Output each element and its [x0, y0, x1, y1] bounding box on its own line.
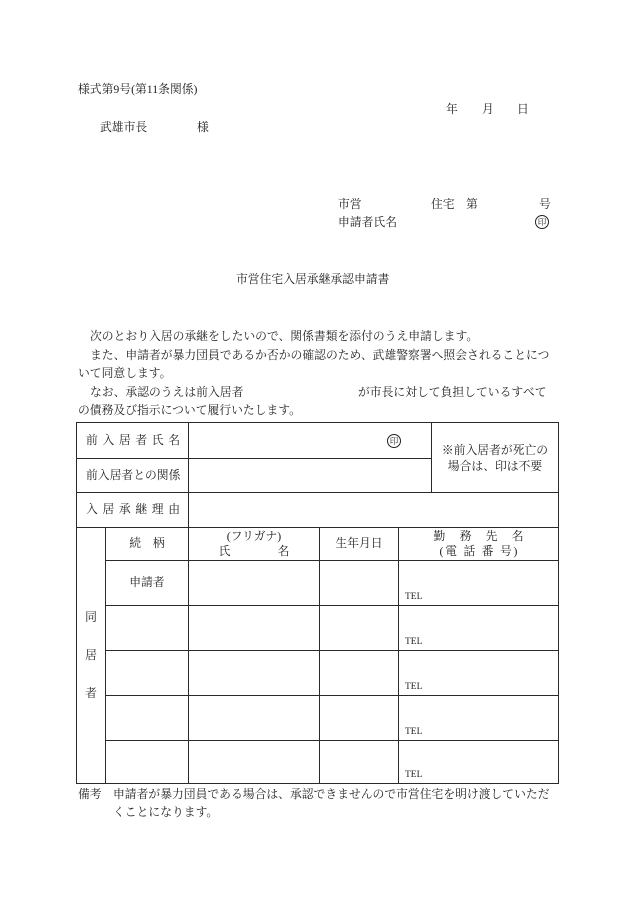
date-year-label: 年 — [446, 102, 458, 116]
header-name: 氏 名 — [218, 544, 290, 558]
household-birthdate-cell — [320, 696, 399, 741]
header-workplace-wrap — [399, 529, 558, 544]
tel-label: TEL — [405, 591, 423, 602]
household-relation-cell — [106, 651, 189, 696]
household-row — [77, 741, 559, 784]
relationship-field — [189, 459, 432, 493]
remarks-label: 備考 — [78, 787, 102, 801]
succession-reason-field — [189, 493, 559, 528]
form-number: 様式第9号(第11条関係) — [78, 82, 198, 96]
succession-application-table — [76, 422, 559, 784]
household-label-char: 居 — [85, 647, 97, 662]
header-phone-wrap — [399, 544, 558, 559]
household-relation: 申請者 — [129, 575, 165, 590]
household-label — [77, 610, 105, 702]
header-name-cell — [189, 528, 320, 561]
household-row — [77, 696, 559, 741]
housing-number-suffix: 号 — [539, 197, 551, 211]
household-row — [77, 651, 559, 696]
household-name-cell — [189, 741, 320, 784]
tel-label: TEL — [405, 681, 423, 692]
household-relation-cell — [106, 606, 189, 651]
date-day-label: 日 — [517, 102, 529, 116]
header-name-kana: (フリガナ) — [226, 529, 282, 543]
death-note-line-1: ※前入居者が死亡の — [441, 442, 549, 457]
household-birthdate-cell — [320, 606, 399, 651]
housing-number-prefix: 第 — [466, 197, 478, 211]
tel-label: TEL — [405, 726, 423, 737]
previous-resident-name-row — [77, 423, 559, 459]
household-birthdate-cell — [320, 651, 399, 696]
succession-reason-row — [77, 493, 559, 528]
household-header-row — [77, 528, 559, 561]
relationship-label: 前入居者との関係 — [86, 467, 181, 482]
addressee-honorific: 様 — [197, 120, 209, 134]
body-line-2: また、申請者が暴力団員であるか否かの確認のため、武雄警察署へ照会されることにつ — [90, 348, 550, 362]
seal-icon: 印 — [535, 215, 549, 229]
body-line-5: の債務及び指示について履行いたします。 — [78, 403, 301, 417]
household-name-cell — [189, 696, 320, 741]
household-workplace-cell — [399, 606, 559, 651]
addressee-name: 武雄市長 — [100, 120, 148, 134]
household-name-cell — [189, 561, 320, 606]
household-workplace-cell — [399, 741, 559, 784]
body-line-4a: なお、承認のうえは前入居者 — [90, 385, 244, 399]
household-label-char: 同 — [85, 609, 97, 624]
household-label-char: 者 — [85, 686, 97, 701]
household-birthdate-cell — [320, 741, 399, 784]
household-label-cell — [77, 528, 106, 784]
relationship-label-cell — [77, 459, 189, 493]
succession-reason-label-cell — [77, 493, 189, 528]
seal-icon: 印 — [387, 434, 401, 448]
death-note — [432, 423, 559, 493]
header-workplace: 勤 務 先 名 — [433, 529, 524, 543]
household-relation-cell — [106, 561, 189, 606]
body-line-3: いて同意します。 — [78, 366, 172, 380]
household-birthdate-cell — [320, 561, 399, 606]
header-relation: 続 柄 — [106, 528, 189, 561]
household-row — [77, 561, 559, 606]
household-workplace-cell — [399, 696, 559, 741]
previous-resident-name-label: 前 入 居 者 氏 名 — [86, 432, 180, 447]
tel-label: TEL — [405, 636, 423, 647]
body-line-4b: が市長に対して負担しているすべて — [358, 385, 547, 399]
remarks-line-2: くことになります。 — [113, 805, 219, 819]
household-row — [77, 606, 559, 651]
header-birthdate: 生年月日 — [320, 528, 399, 561]
household-name-cell — [189, 606, 320, 651]
household-relation-cell — [106, 696, 189, 741]
household-workplace-cell — [399, 651, 559, 696]
housing-prefix: 市営 — [338, 197, 362, 211]
death-note-line-2: 場合は、印は不要 — [447, 458, 543, 473]
previous-resident-name-field — [189, 423, 432, 459]
body-line-1: 次のとおり入居の承継をしたいので、関係書類を添付のうえ申請します。 — [90, 329, 479, 343]
applicant-seal — [535, 215, 549, 229]
remarks-line-1: 申請者が暴力団員である場合は、承認できませんので市営住宅を明け渡していただ — [113, 787, 550, 801]
household-relation-cell — [106, 741, 189, 784]
header-phone: (電 話 番 号) — [439, 544, 518, 558]
household-workplace-cell — [399, 561, 559, 606]
header-workplace-cell — [399, 528, 559, 561]
previous-resident-name-label-cell — [77, 423, 189, 459]
tel-label: TEL — [405, 769, 423, 780]
household-name-cell — [189, 651, 320, 696]
housing-suffix: 住宅 — [431, 197, 455, 211]
applicant-name-label: 申請者氏名 — [338, 215, 397, 229]
date-month-label: 月 — [482, 102, 494, 116]
succession-reason-label: 入 居 承 継 理 由 — [86, 502, 180, 517]
document-title: 市営住宅入居承継承認申請書 — [236, 272, 390, 286]
